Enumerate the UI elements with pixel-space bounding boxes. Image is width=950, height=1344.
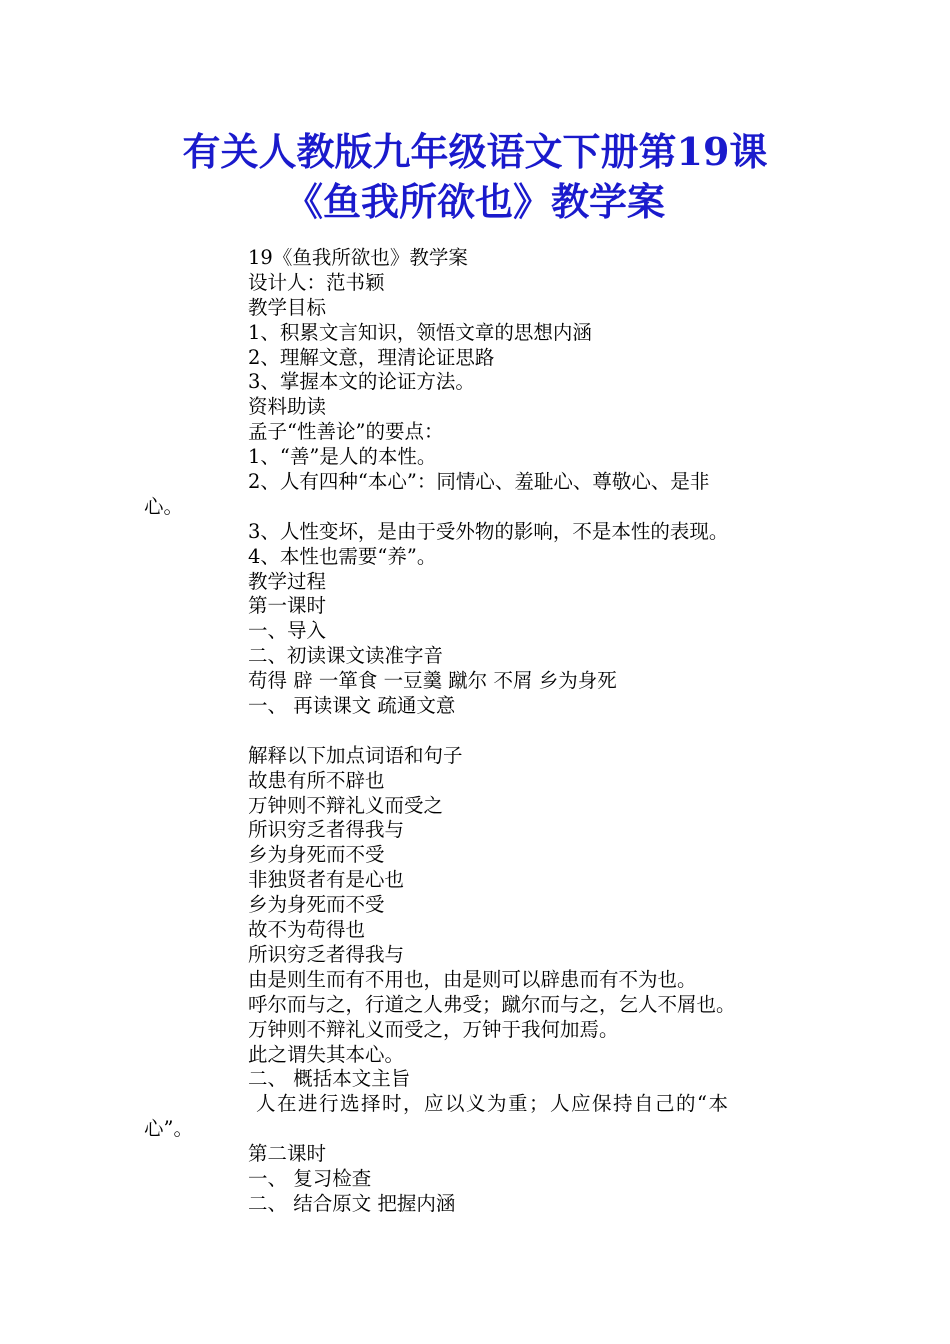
paragraph-line: 解释以下加点词语和句子 [248,743,463,767]
paragraph-line: 一、导入 [248,619,327,643]
section-heading-reading-aid: 资料助读 [248,395,327,419]
goal-item: 3、掌握本文的论证方法。 [248,370,475,394]
paragraph-line: 乡为身死而不受 [248,893,385,917]
document-title-line-2: 《鱼我所欲也》教学案 [284,179,665,224]
section-heading-goals: 教学目标 [248,295,327,319]
paragraph-line: 所识穷乏者得我与 [248,818,405,842]
list-item: 1、“善”是人的本性。 [248,445,437,469]
paragraph-line: 万钟则不辩礼义而受之，万钟于我何加焉。 [248,1017,619,1041]
paragraph-line: 一、 复习检查 [248,1166,372,1190]
blank-line [0,719,950,744]
goal-item: 2、理解文意，理清论证思路 [248,345,495,369]
paragraph-line: 此之谓失其本心。 [248,1042,405,1066]
paragraph-line: 人在进行选择时，应以义为重；人应保持自己的“本 [256,1092,730,1116]
paragraph-line: 一、 再读课文 疏通文意 [248,694,456,718]
paragraph-line: 由是则生而有不用也，由是则可以辟患而有不为也。 [248,967,697,991]
paragraph-line: 二、 概括本文主旨 [248,1067,411,1091]
paragraph-line: 万钟则不辩礼义而受之 [248,793,444,817]
paragraph-line: 二、 结合原文 把握内涵 [248,1191,456,1215]
paragraph-line: 故患有所不辟也 [248,768,385,792]
list-item: 2、人有四种“本心”：同情心、羞耻心、尊敬心、是非 [248,470,710,494]
paragraph-line: 呼尔而与之，行道之人弗受；蹴尔而与之，乞人不屑也。 [248,992,736,1016]
goal-item: 1、积累文言知识，领悟文章的思想内涵 [248,320,592,344]
paragraph-line: 苟得 辟 一箪食 一豆羹 蹴尔 不屑 乡为身死 [248,669,617,693]
paragraph-line: 乡为身死而不受 [248,843,385,867]
list-item: 4、本性也需要“养”。 [248,544,437,568]
paragraph-line-continuation: 心”。 [144,1117,193,1141]
paragraph-line: 所识穷乏者得我与 [248,942,405,966]
designer-line: 设计人：范书颖 [248,270,385,294]
section-heading-process: 教学过程 [248,569,327,593]
paragraph-line: 故不为苟得也 [248,918,366,942]
document-body [0,246,950,1217]
paragraph-line: 非独贤者有是心也 [248,868,405,892]
subsection-heading: 第一课时 [248,594,327,618]
list-item-continuation: 心。 [144,494,184,518]
list-item: 3、人性变坏，是由于受外物的影响，不是本性的表现。 [248,519,729,543]
document-title-line-1: 有关人教版九年级语文下册第19课 [182,129,768,174]
lesson-heading: 19《鱼我所欲也》教学案 [248,246,468,269]
paragraph-line: 孟子“性善论”的要点： [248,420,444,444]
paragraph-line: 二、初读课文读准字音 [248,644,444,668]
subsection-heading: 第二课时 [248,1142,327,1166]
